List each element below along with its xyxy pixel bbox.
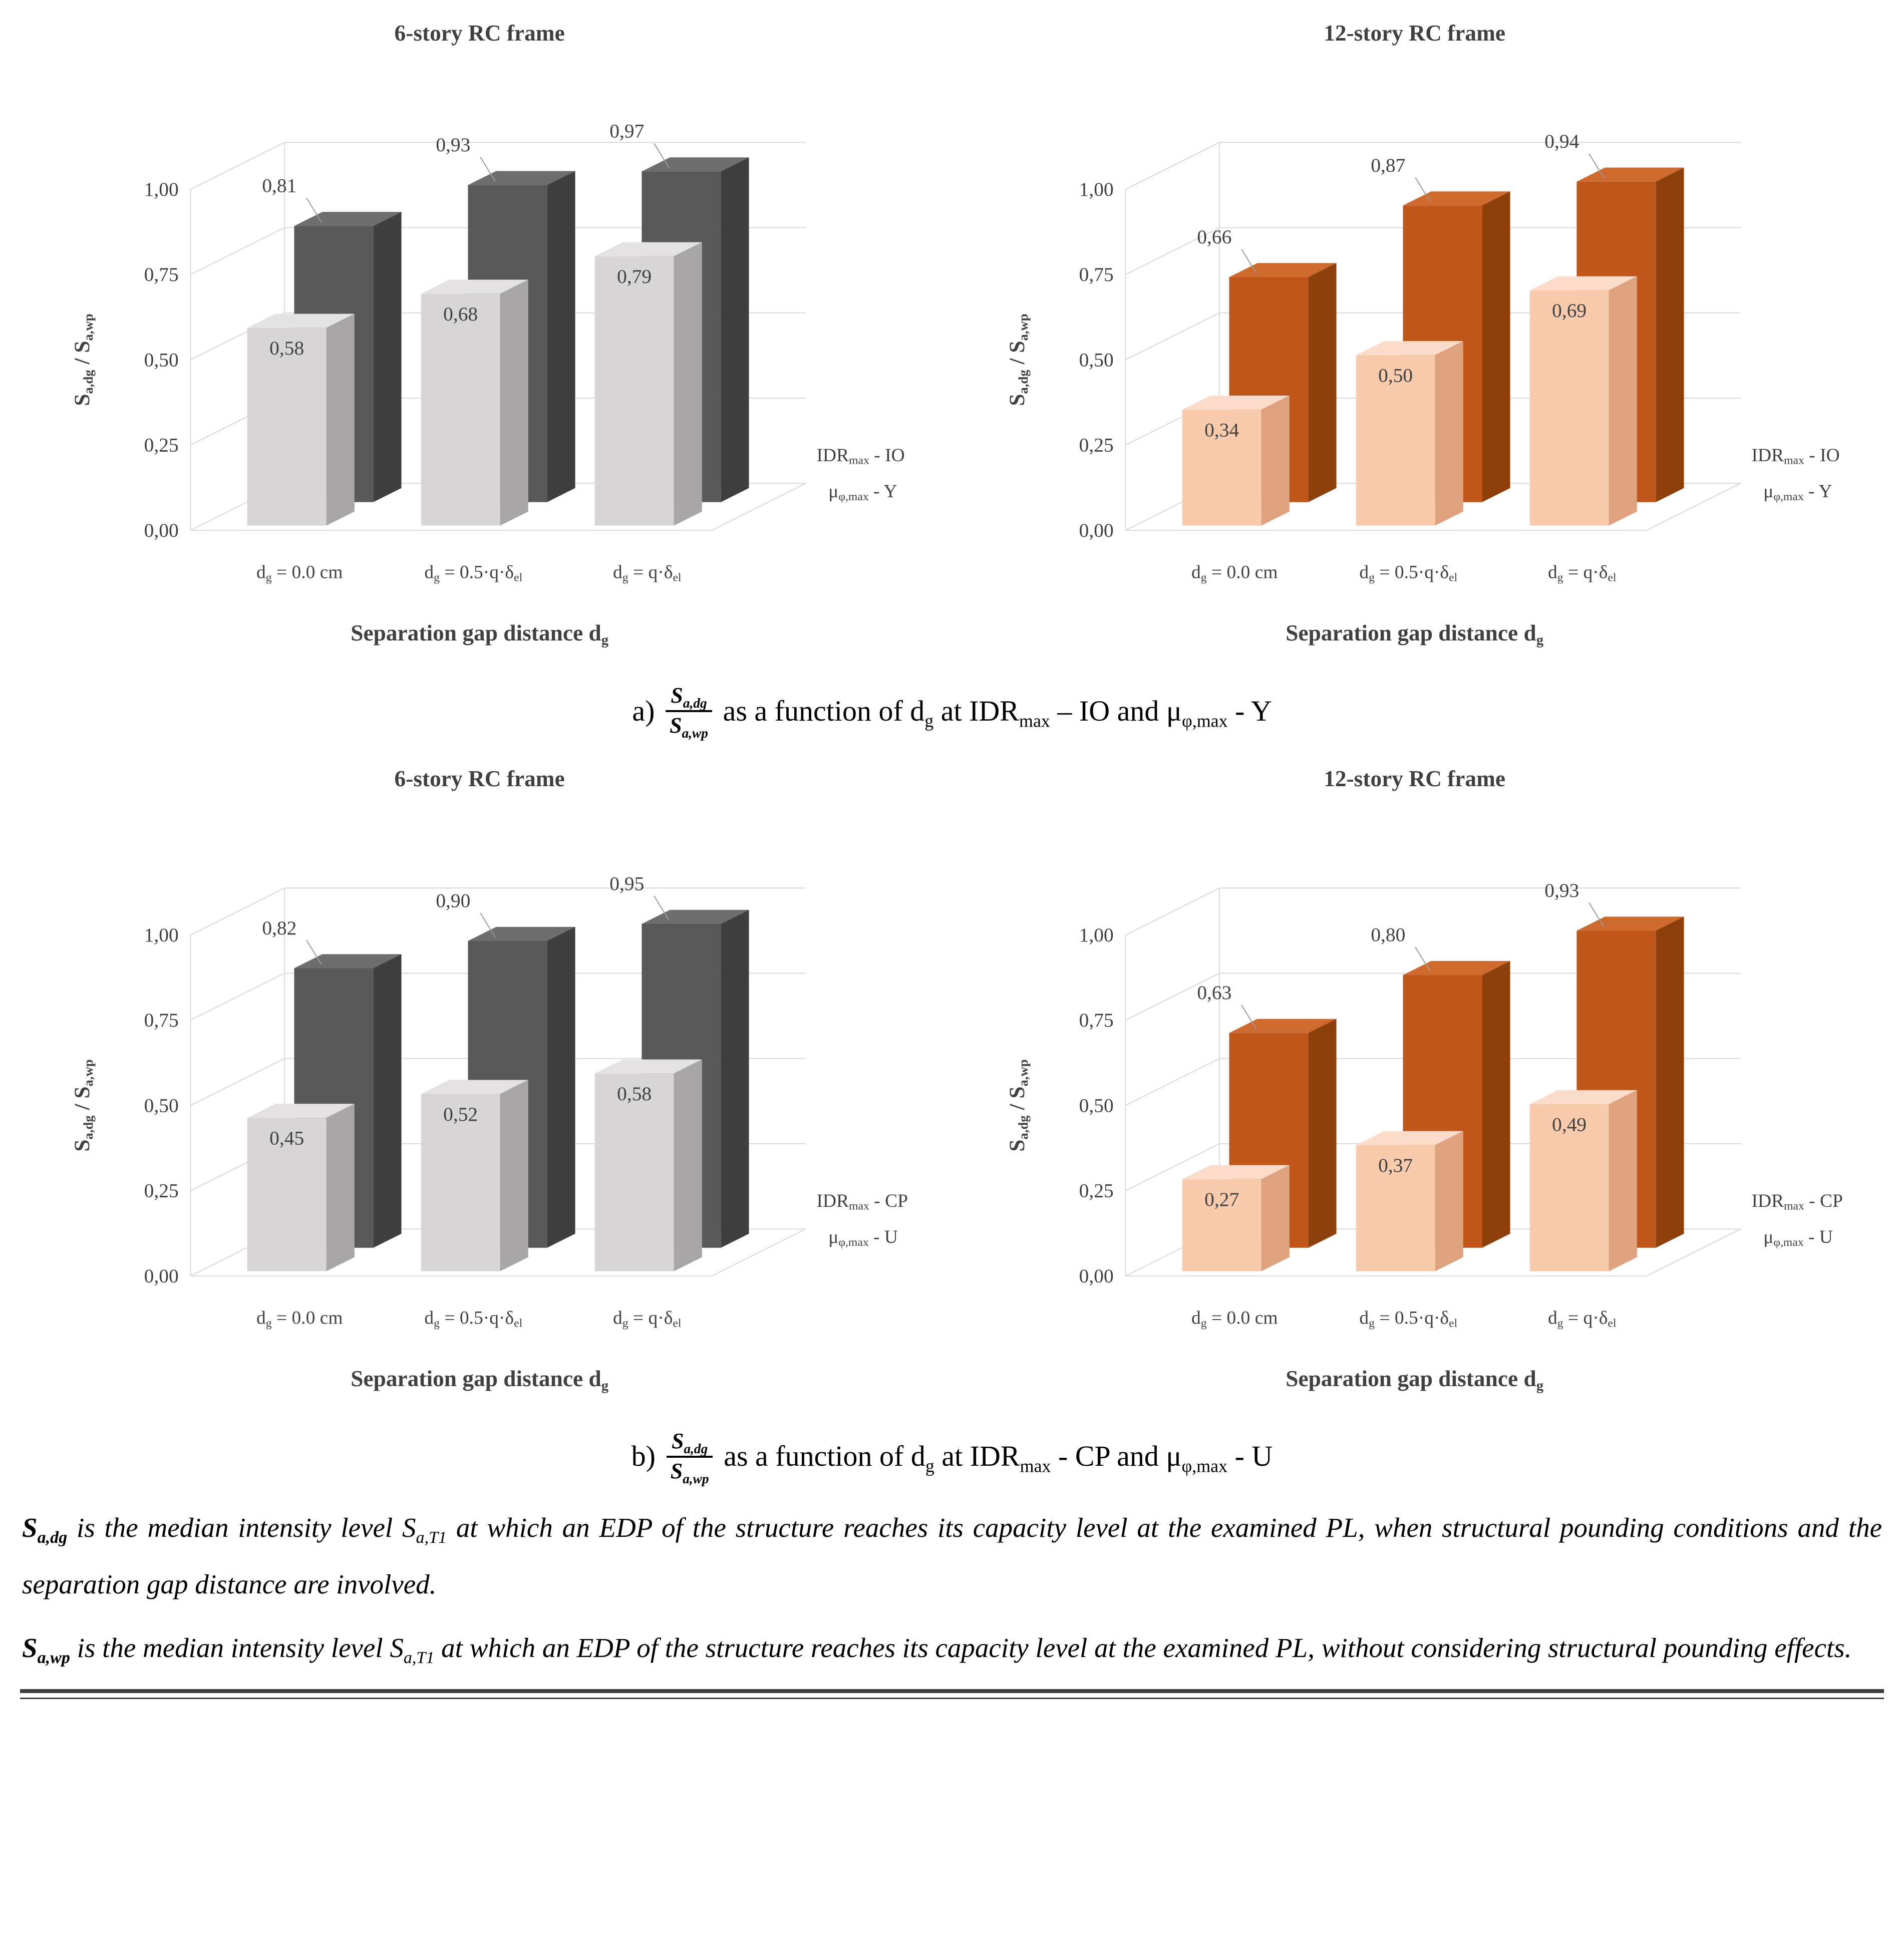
chart-title: 6-story RC frame bbox=[394, 766, 565, 791]
caption-a-label: a) bbox=[632, 694, 655, 727]
value-label: 0,82 bbox=[262, 916, 297, 939]
value-label: 0,95 bbox=[609, 872, 645, 894]
chart-title: 12-story RC frame bbox=[1324, 766, 1506, 791]
chart-title: 6-story RC frame bbox=[394, 21, 565, 46]
bar-front-1 bbox=[1356, 1131, 1463, 1271]
value-label: 0,52 bbox=[443, 1103, 478, 1125]
chart-12story-cp bbox=[955, 755, 1884, 1417]
fraction-numerator: $S_{a,dg}$ bbox=[666, 684, 712, 712]
y-tick-label: 0,50 bbox=[1079, 1094, 1114, 1116]
value-label: 0,90 bbox=[436, 889, 471, 911]
chart-title: 12-story RC frame bbox=[1324, 21, 1506, 46]
y-tick-label: 0,75 bbox=[1079, 1009, 1114, 1031]
value-label: 0,37 bbox=[1378, 1154, 1413, 1176]
fraction-denominator: $S_{a,wp}$ bbox=[670, 713, 708, 741]
category-label: dg = 0.5·q·δel bbox=[424, 1308, 523, 1330]
y-tick-label: 0,00 bbox=[1079, 1264, 1114, 1287]
fraction-numerator: $S_{a,dg}$ bbox=[667, 1430, 713, 1458]
y-tick-label: 0,50 bbox=[144, 349, 179, 371]
category-label: dg = q·δel bbox=[1548, 562, 1617, 584]
value-label: 0,49 bbox=[1552, 1113, 1587, 1135]
footnotes bbox=[20, 1500, 1884, 1676]
value-label: 0,68 bbox=[443, 302, 478, 325]
chart-6story-cp bbox=[20, 755, 949, 1417]
caption-b-fraction bbox=[667, 1428, 713, 1486]
depth-label-back: IDRmax - CP bbox=[816, 1190, 908, 1213]
value-label: 0,80 bbox=[1371, 923, 1406, 946]
bar-front-0 bbox=[1182, 1165, 1290, 1271]
x-axis-title: Separation gap distance dg bbox=[351, 1366, 609, 1394]
caption-b-label: b) bbox=[631, 1440, 656, 1473]
x-axis-title: Separation gap distance dg bbox=[1286, 1366, 1544, 1394]
value-label: 0,93 bbox=[1544, 879, 1579, 901]
caption-a-fraction bbox=[666, 683, 712, 741]
depth-label-front: μφ,max - U bbox=[828, 1226, 898, 1249]
category-label: dg = 0.5·q·δel bbox=[1359, 1308, 1458, 1330]
bottom-rule bbox=[20, 1689, 1884, 1699]
value-label: 0,69 bbox=[1552, 299, 1587, 322]
value-label: 0,34 bbox=[1204, 419, 1239, 441]
bar3d-chart-6story-io bbox=[20, 9, 949, 671]
depth-label-front: μφ,max - Y bbox=[828, 481, 897, 503]
depth-label-back: IDRmax - CP bbox=[1751, 1190, 1843, 1213]
chart-6story-io bbox=[20, 9, 949, 671]
category-label: dg = q·δel bbox=[1548, 1308, 1617, 1330]
footnote-sadg-term: $S_{a,dg}$ bbox=[22, 1512, 68, 1547]
caption-b-text: as a function of $d_g$ at $IDR_{max}$ - CP and $\mu_{\varphi,max}$ - U bbox=[724, 1440, 1273, 1476]
y-tick-label: 0,75 bbox=[144, 1009, 179, 1031]
category-label: dg = 0.0 cm bbox=[1191, 562, 1278, 584]
footnote-sawp-text: is the median intensity level $S_{a,T1}$ at which an EDP of the structure reaches its capacity level at the examined PL, without considering structural pounding effects. bbox=[70, 1632, 1852, 1667]
category-label: dg = 0.5·q·δel bbox=[1359, 562, 1458, 584]
value-label: 0,94 bbox=[1544, 130, 1579, 153]
y-tick-label: 0,75 bbox=[1079, 263, 1114, 286]
y-tick-label: 0,50 bbox=[144, 1094, 179, 1116]
value-label: 0,58 bbox=[617, 1082, 652, 1105]
y-axis-title: Sa,dg / Sa,wp bbox=[70, 313, 96, 406]
y-tick-label: 1,00 bbox=[1079, 923, 1114, 946]
x-axis-title: Separation gap distance dg bbox=[1286, 620, 1544, 648]
category-label: dg = 0.0 cm bbox=[1191, 1308, 1278, 1330]
value-label: 0,27 bbox=[1204, 1188, 1239, 1210]
y-tick-label: 1,00 bbox=[144, 923, 179, 946]
y-tick-label: 1,00 bbox=[144, 178, 179, 200]
y-axis-title: Sa,dg / Sa,wp bbox=[1005, 1059, 1031, 1152]
depth-label-back: IDRmax - IO bbox=[816, 445, 905, 467]
y-tick-label: 0,75 bbox=[144, 263, 179, 286]
value-label: 0,79 bbox=[617, 265, 652, 288]
y-tick-label: 0,25 bbox=[1079, 434, 1114, 456]
y-tick-label: 0,50 bbox=[1079, 349, 1114, 371]
charts-row-a bbox=[20, 9, 1884, 671]
caption-a-text: as a function of $d_g$ at $IDR_{max}$ – IO and $\mu_{\varphi,max}$ - Y bbox=[723, 694, 1272, 731]
value-label: 0,97 bbox=[609, 120, 645, 142]
y-axis-title: Sa,dg / Sa,wp bbox=[1005, 313, 1031, 406]
value-label: 0,93 bbox=[436, 133, 471, 156]
category-label: dg = q·δel bbox=[613, 1308, 682, 1330]
footnote-sawp-term: $S_{a,wp}$ bbox=[22, 1632, 70, 1667]
bar3d-chart-12story-cp bbox=[955, 755, 1884, 1417]
caption-a bbox=[20, 683, 1884, 741]
caption-b bbox=[20, 1428, 1884, 1486]
depth-label-front: μφ,max - U bbox=[1763, 1226, 1833, 1249]
bar3d-chart-6story-cp bbox=[20, 755, 949, 1417]
y-tick-label: 0,25 bbox=[1079, 1179, 1114, 1202]
y-tick-label: 1,00 bbox=[1079, 178, 1114, 200]
category-label: dg = 0.0 cm bbox=[256, 562, 343, 584]
depth-label-back: IDRmax - IO bbox=[1751, 445, 1840, 467]
value-label: 0,87 bbox=[1371, 154, 1406, 176]
category-label: dg = q·δel bbox=[613, 562, 682, 584]
value-label: 0,45 bbox=[269, 1127, 304, 1149]
y-tick-label: 0,00 bbox=[144, 519, 179, 541]
footnote-sawp bbox=[22, 1620, 1882, 1677]
y-axis-title: Sa,dg / Sa,wp bbox=[70, 1059, 96, 1152]
value-label: 0,81 bbox=[262, 174, 297, 197]
footnote-sadg-text: is the median intensity level $S_{a,T1}$ at which an EDP of the structure reaches its capacity level at the examined PL, when structural pounding conditions and the separation gap distance are involved. bbox=[22, 1512, 1882, 1599]
fraction-denominator: $S_{a,wp}$ bbox=[670, 1458, 709, 1486]
depth-label-front: μφ,max - Y bbox=[1763, 481, 1832, 503]
y-tick-label: 0,25 bbox=[144, 434, 179, 456]
charts-row-b bbox=[20, 755, 1884, 1417]
value-label: 0,66 bbox=[1197, 225, 1232, 248]
y-tick-label: 0,25 bbox=[144, 1179, 179, 1202]
category-label: dg = 0.5·q·δel bbox=[424, 562, 523, 584]
y-tick-label: 0,00 bbox=[144, 1264, 179, 1287]
category-label: dg = 0.0 cm bbox=[256, 1308, 343, 1330]
bar-front-0 bbox=[1182, 396, 1290, 526]
value-label: 0,50 bbox=[1378, 364, 1413, 387]
x-axis-title: Separation gap distance dg bbox=[351, 620, 609, 648]
value-label: 0,63 bbox=[1197, 981, 1232, 1004]
value-label: 0,58 bbox=[269, 337, 304, 359]
bar3d-chart-12story-io bbox=[955, 9, 1884, 671]
footnote-sadg bbox=[22, 1500, 1882, 1613]
chart-12story-io bbox=[955, 9, 1884, 671]
y-tick-label: 0,00 bbox=[1079, 519, 1114, 541]
